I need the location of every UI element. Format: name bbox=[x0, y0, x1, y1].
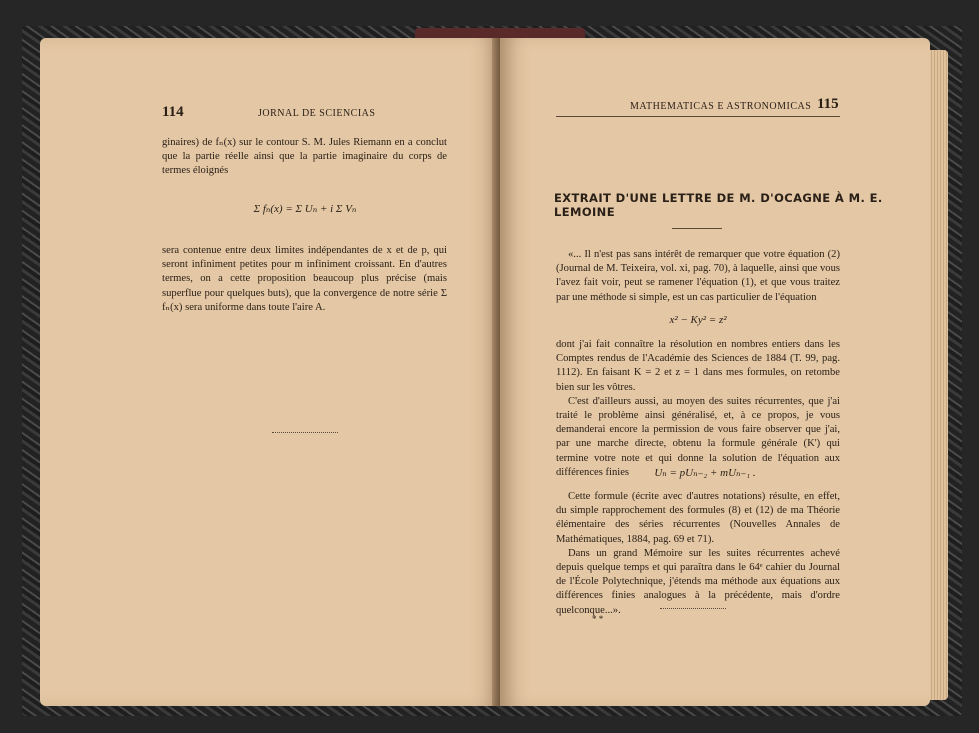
right-page bbox=[500, 38, 930, 706]
formula: x² − Ky² = z² bbox=[669, 314, 727, 326]
formula: Σ fₙ(x) = Σ Uₙ + i Σ Vₙ bbox=[253, 203, 357, 215]
article-title: EXTRAIT D'UNE LETTRE DE M. D'OCAGNE À M. E. LEMOINE bbox=[554, 191, 883, 219]
paragraph: sera contenue entre deux limites indépendantes de x et de p, qui seront infiniment petites pour m infiniment croissant. En d'autres termes, on a cette proposition beaucoup plus précise (mais superflue pour quelques buts), que la convergence de notre série Σ fₙ(x) sera uniforme dans toute l'aire A. bbox=[162, 245, 447, 313]
letter-body: «... Il n'est pas sans intérêt de remarquer que votre équation (2) (Journal de M. Teixeira, vol. xi, pag. 70), à laquelle, ainsi que vous l'avez fait voir, peut se ramener l'équation (1), et que vous traitez par une méthode si simple, est un cas particulier de l'équation bbox=[556, 249, 840, 303]
footer-mark: * * bbox=[592, 614, 604, 624]
running-head: JORNAL DE SCIENCIAS bbox=[258, 108, 376, 119]
letter-body: Cette formule (écrite avec d'autres notations) résulte, en effet, du simple rapprochement des formules (8) et (12) de ma Théorie élémentaire des séries récurrentes (Nouvelles Annales de Mathématiques, 1884, pag. 69 et 71). Dans un grand Mémoire sur les suites récurrentes achevé depuis quelque temps et qui paraîtra dans le 64ᵉ cahier du Journal de l'École Polytechnique, j'étends ma méthode aux équations aux différences finies analogues à la précédente, mais d'ordre quelconque...». bbox=[556, 491, 840, 616]
page-number: 115 bbox=[817, 96, 839, 112]
page-number: 114 bbox=[162, 104, 184, 120]
section-divider bbox=[272, 432, 338, 434]
left-page bbox=[40, 38, 500, 706]
section-divider bbox=[660, 608, 726, 610]
page-edges bbox=[928, 50, 948, 700]
title-rule bbox=[672, 228, 722, 229]
letter-body: dont j'ai fait connaître la résolution en nombres entiers dans les Comptes rendus de l'Académie des Sciences de 1884 (T. 99, pag. 1112). En faisant K = 2 et z = 1 dans mes formules, on retombe bien sur les vôtres. C'est d'ailleurs aussi, au moyen des suites récurrentes, que j'ai traité le problème ainsi généralisé, et, à ce propos, je vous demanderai encore la permission de vous faire observer que j'ai, par une marche directe, obtenu la formule générale (K') qui termine votre note et qui donne la solution de l'équation aux différences finies bbox=[556, 339, 840, 478]
paragraph: ginaires) de fₙ(x) sur le contour S. M. Jules Riemann en a conclut que la partie réelle ainsi que la partie imaginaire du corps de termes éloignés bbox=[162, 137, 447, 177]
header-rule bbox=[556, 116, 840, 117]
running-head: MATHEMATICAS E ASTRONOMICAS bbox=[630, 101, 812, 112]
formula: Uₙ = pUₙ₋₂ + mUₙ₋₁ . bbox=[654, 467, 756, 479]
